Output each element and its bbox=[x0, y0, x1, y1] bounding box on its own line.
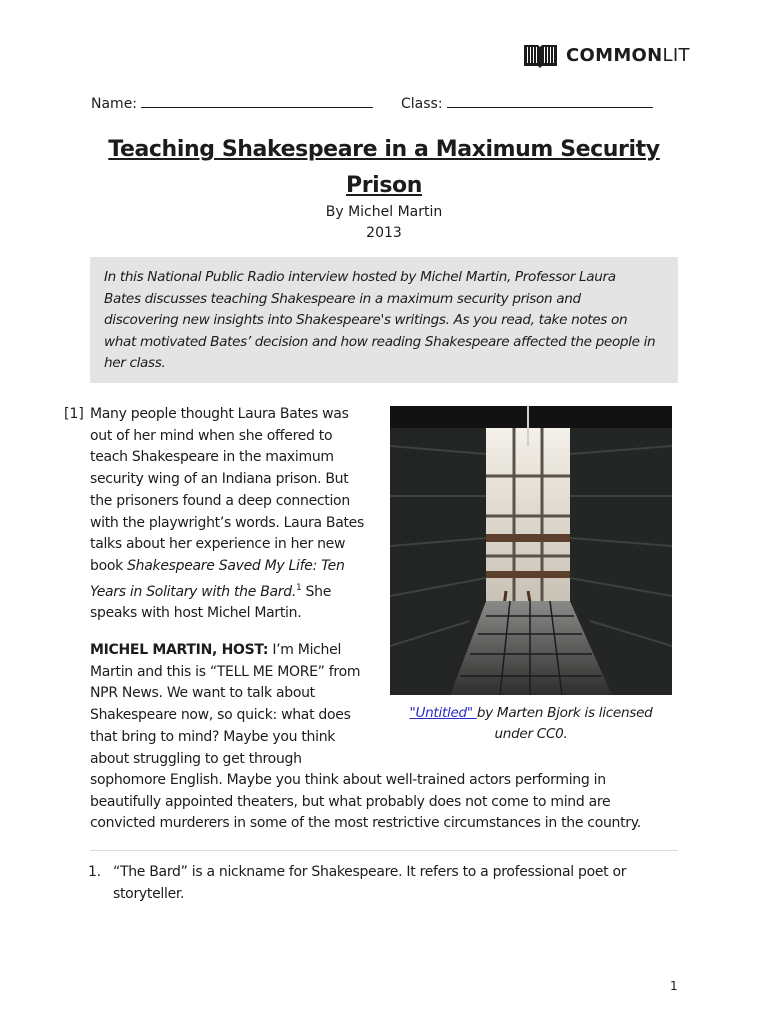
footnote-text bbox=[113, 861, 673, 905]
class-field[interactable] bbox=[401, 92, 653, 112]
intro-line: Bates discusses teaching Shakespeare in a maximum security prison and bbox=[104, 290, 581, 307]
speaker-label: MICHEL MARTIN, HOST: bbox=[90, 642, 269, 658]
p2-full-line: sophomore English. Maybe you think about well-trained actors performing in bbox=[90, 772, 606, 788]
library-photo bbox=[390, 406, 672, 695]
p1-line: speaks with host Michel Martin. bbox=[90, 605, 302, 622]
class-label: Class: bbox=[401, 96, 443, 112]
byline bbox=[92, 202, 676, 244]
book-title-a: Shakespeare Saved My Life: Ten bbox=[127, 557, 345, 574]
logo-text-lit: LIT bbox=[662, 45, 690, 66]
name-label: Name: bbox=[91, 96, 138, 112]
paragraph-1 bbox=[90, 404, 375, 625]
intro-line: discovering new insights into Shakespeare's writings. As you read, take notes on bbox=[104, 312, 628, 328]
p2-line: Martin and this is “TELL ME MORE” from bbox=[90, 663, 361, 680]
image-link[interactable]: "Untitled" bbox=[409, 705, 477, 721]
intro-line: her class. bbox=[104, 355, 166, 371]
p1-line-book-2 bbox=[90, 578, 375, 604]
p1-line-book bbox=[90, 556, 375, 578]
p1-line: with the playwright’s words. Laura Bates bbox=[90, 514, 364, 531]
p1-line: the prisoners found a deep connection bbox=[90, 492, 350, 509]
p1-line: teach Shakespeare in the maximum bbox=[90, 449, 334, 466]
page-number: 1 bbox=[670, 979, 678, 993]
p1-line: security wing of an Indiana prison. But bbox=[90, 471, 349, 488]
author: By Michel Martin bbox=[325, 204, 443, 220]
p1-line: Many people thought Laura Bates was bbox=[90, 406, 349, 422]
paragraph-2-continued bbox=[90, 770, 690, 835]
year: 2013 bbox=[366, 225, 402, 241]
after-ref: She bbox=[301, 583, 332, 600]
p1-line: talks about her experience in her new bbox=[90, 536, 346, 553]
logo-text-common: COMMON bbox=[566, 45, 663, 66]
footnote-number: 1. bbox=[88, 864, 101, 880]
p2-line: about struggling to get through bbox=[90, 750, 302, 767]
name-field[interactable] bbox=[91, 92, 373, 112]
name-line[interactable] bbox=[141, 92, 373, 108]
paragraph-number: [1] bbox=[64, 406, 84, 422]
footnote-line: storyteller. bbox=[113, 886, 185, 902]
p2-line: NPR News. We want to talk about bbox=[90, 685, 315, 702]
title-line-1: Teaching Shakespeare in a Maximum Security bbox=[108, 137, 660, 162]
intro-box bbox=[90, 257, 678, 383]
footnote-line: “The Bard” is a nickname for Shakespeare. It refers to a professional poet or bbox=[113, 864, 627, 880]
caption-rest-1: by Marten Bjork is licensed bbox=[476, 705, 653, 721]
open-book-icon bbox=[522, 42, 559, 69]
intro-line: what motivated Bates’ decision and how reading Shakespeare affected the people in bbox=[104, 333, 656, 350]
p2-line: that bring to mind? Maybe you think bbox=[90, 728, 336, 745]
image-caption bbox=[390, 703, 672, 745]
caption-rest-2: under CC0. bbox=[494, 726, 568, 742]
class-line[interactable] bbox=[447, 92, 653, 108]
p1-line: out of her mind when she offered to bbox=[90, 427, 333, 444]
book-title-b: Years in Solitary with the Bard. bbox=[90, 583, 296, 600]
intro-line: In this National Public Radio interview hosted by Michel Martin, Professor Laura bbox=[104, 269, 616, 285]
logo-wordmark bbox=[566, 45, 690, 66]
footnote-divider bbox=[90, 850, 678, 851]
p2-full-line: convicted murderers in some of the most restrictive circumstances in the country. bbox=[90, 815, 641, 832]
footnote-ref[interactable]: 1 bbox=[295, 582, 302, 593]
p2-first-line bbox=[90, 640, 375, 662]
library-aisle-image bbox=[390, 406, 672, 695]
commonlit-logo bbox=[522, 42, 690, 69]
p2-line: Shakespeare now, so quick: what does bbox=[90, 707, 351, 724]
p2-full-line: beautifully appointed theaters, but what probably does not come to mind are bbox=[90, 793, 611, 810]
book-prefix: book bbox=[90, 557, 128, 574]
p2-first-rest: I’m Michel bbox=[268, 642, 342, 658]
document-title bbox=[92, 132, 676, 204]
paragraph-2 bbox=[90, 640, 375, 770]
title-line-2: Prison bbox=[346, 173, 422, 198]
